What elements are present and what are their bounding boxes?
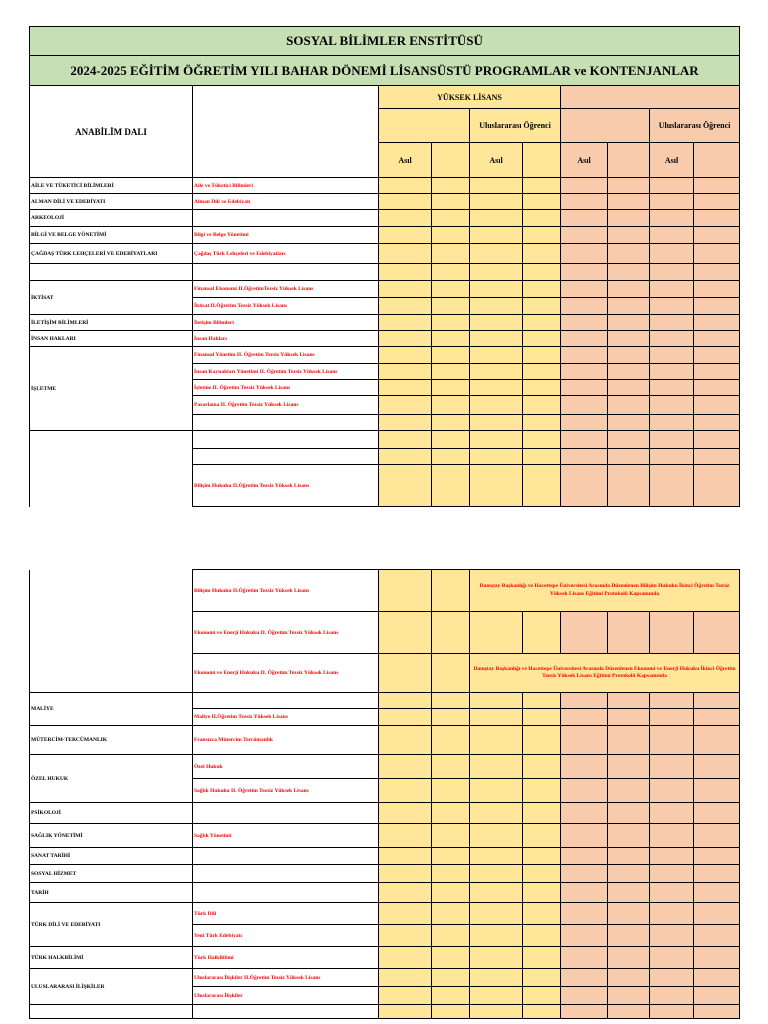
table-row (30, 755, 740, 779)
asil-header: Asıl (650, 143, 694, 178)
department-label: SAĞLIK YÖNETİMİ (30, 824, 193, 848)
program-label: Türk HalkBilimi (193, 947, 379, 969)
program-label: Fransızca Mütercim Tercümanlık (193, 726, 379, 755)
department-label: TÜRK HALKBİLİMİ (30, 947, 193, 969)
table-row (30, 824, 740, 848)
program-label: Sağlık Hukuku II. Öğretim Tezsiz Yüksek Lisans (193, 779, 379, 803)
program-label: Türk Dili (193, 903, 379, 925)
international-student-header: Uluslararası Öğrenci (470, 109, 561, 143)
table-row (30, 315, 740, 331)
program-label: İletişim Bilimleri (193, 315, 379, 331)
program-label: Ekonomi ve Enerji Hukuku II. Öğretim Tezsiz Yüksek Lisans (193, 654, 379, 693)
program-label: Bilişim Hukuku II.Öğretim Tezsiz Yüksek Lisans (193, 570, 379, 612)
department-label: ÖZEL HUKUK (30, 755, 193, 803)
program-label: Ekonomi ve Enerji Hukuku II. Öğretim Tezsiz Yüksek Lisans (193, 612, 379, 654)
department-label: TÜRK DİLİ VE EDEBİYATI (30, 903, 193, 947)
program-label: Pazarlama II. Öğretim Tezsiz Yüksek Lisans (193, 396, 379, 415)
table-row (30, 803, 740, 824)
asil-header: Asıl (379, 143, 432, 178)
table-row (30, 865, 740, 883)
program-header (193, 86, 379, 178)
program-label: Sağlık Yönetimi (193, 824, 379, 848)
table-row (30, 947, 740, 969)
protocol-note: Danıştay Başkanlığı ve Hacettepe Üniversitesi Arasında Düzenlenen Bilişim Hukuku İkinci Öğretim Tezsiz Yüksek Lisans Eğitimi Protokolü Kapsamında (470, 570, 740, 612)
table-part-2 (29, 569, 739, 1019)
doktora-header-blank (561, 86, 740, 109)
quota-table-2 (29, 569, 740, 1019)
department-label: İNSAN HAKLARI (30, 331, 193, 347)
table-row (30, 431, 740, 449)
table-row (30, 264, 740, 281)
program-label: İnsan Hakları (193, 331, 379, 347)
department-label: AİLE VE TÜKETİCİ BİLİMLERİ (30, 178, 193, 194)
international-student-header-2: Uluslararası Öğrenci (650, 109, 740, 143)
table-row (30, 969, 740, 987)
program-label: İşletme II. Öğretim Tezsiz Yüksek Lisans (193, 380, 379, 396)
department-label: ULUSLARARASI İLİŞKİLER (30, 969, 193, 1005)
table-row (30, 848, 740, 865)
program-label: Özel Hukuk (193, 755, 379, 779)
yuksek-lisans-header: YÜKSEK LİSANS (379, 86, 561, 109)
department-label: BİLGİ VE BELGE YÖNETİMİ (30, 227, 193, 244)
department-label: MALİYE (30, 693, 193, 726)
asil-header: Asıl (561, 143, 608, 178)
program-label: Uluslararası İlişkiler (193, 987, 379, 1005)
department-label: İKTİSAT (30, 281, 193, 315)
program-label: Uluslararası İlişkiler II.Öğretim Tezsiz Yüksek Lisans (193, 969, 379, 987)
department-label: PSİKOLOJİ (30, 803, 193, 824)
table-row (30, 903, 740, 925)
program-label: İktisat II.Öğretim Tezsiz Yüksek Lisans (193, 298, 379, 315)
program-label: Alman Dili ve Edebiyatı (193, 194, 379, 210)
table-row (30, 210, 740, 227)
anabilim-dali-header: ANABİLİM DALI (30, 86, 193, 178)
program-label: Bilgi ve Belge Yönetimi (193, 227, 379, 244)
program-label: Yeni Türk Edebiyatı (193, 925, 379, 947)
table-row (30, 331, 740, 347)
department-label: SOSYAL HİZMET (30, 865, 193, 883)
department-label: ÇAĞDAŞ TÜRK LEHÇELERİ VE EDEBİYATLARI (30, 244, 193, 264)
table-row (30, 347, 740, 364)
program-label: Finansal Yönetim II. Öğretim Tezsiz Yüksek Lisans (193, 347, 379, 364)
department-label: İLETİŞİM BİLİMLERİ (30, 315, 193, 331)
table-row (30, 726, 740, 755)
table-row (30, 883, 740, 903)
program-label: Finansal Ekonomi II.ÖğretimTezsiz Yüksek Lisans (193, 281, 379, 298)
table-title: 2024-2025 EĞİTİM ÖĞRETİM YILI BAHAR DÖNEMİ LİSANSÜSTÜ PROGRAMLAR ve KONTENJANLAR (30, 56, 740, 86)
department-label: TARİH (30, 883, 193, 903)
quota-table-1 (29, 26, 740, 507)
table-row (30, 281, 740, 298)
department-label: ARKEOLOJİ (30, 210, 193, 227)
department-label: SANAT TARİHİ (30, 848, 193, 865)
table-row (30, 570, 740, 612)
program-label: İnsan Kaynakları Yönetimi II. Öğretim Tezsiz Yüksek Lisans (193, 364, 379, 380)
program-label: Çağdaş Türk Lehçeleri ve Edebiyatları (193, 244, 379, 264)
program-label: Maliye II.Öğretim Tezsiz Yüksek Lisans (193, 709, 379, 726)
table-row (30, 693, 740, 709)
protocol-note: Danıştay Başkanlığı ve Hacettepe Üniversitesi Arasında Düzenlenen Ekonomi ve Enerji Hukuku İkinci Öğretim Tezsiz Yüksek Lisans Eğitimi Protokolü Kapsamında (470, 654, 740, 693)
program-label: Aile ve Tüketici Bilimleri (193, 178, 379, 194)
table-part-1 (29, 26, 739, 507)
table-row (30, 1005, 740, 1019)
table-row (30, 178, 740, 194)
table-row (30, 194, 740, 210)
department-label: ALMAN DİLİ VE EDEBİYATI (30, 194, 193, 210)
table-row (30, 244, 740, 264)
institute-title: SOSYAL BİLİMLER ENSTİTÜSÜ (30, 27, 740, 56)
department-label: MÜTERCİM-TERCÜMANLIK (30, 726, 193, 755)
department-label: İŞLETME (30, 347, 193, 431)
asil-header: Asıl (470, 143, 523, 178)
table-row (30, 227, 740, 244)
program-label: Bilişim Hukuku II.Öğretim Tezsiz Yüksek Lisans (193, 465, 379, 507)
